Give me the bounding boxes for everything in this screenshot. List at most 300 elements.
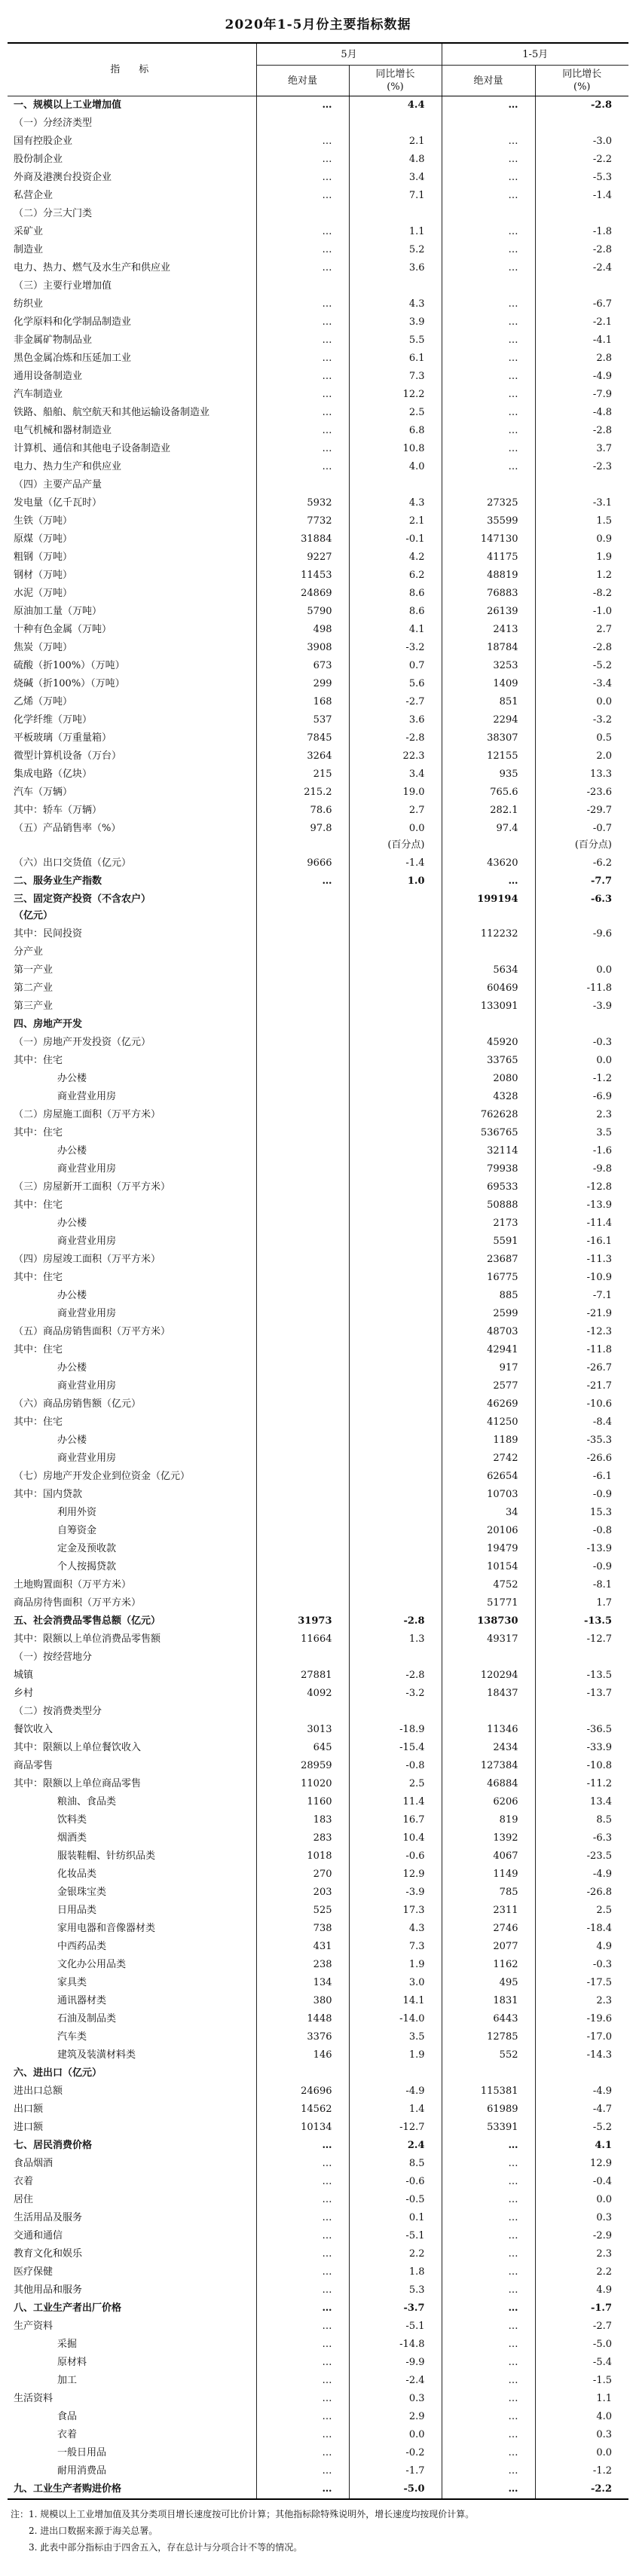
- indicator-label: 办公楼: [57, 1218, 87, 1229]
- cell-value: 79938: [487, 1163, 518, 1175]
- indicator-cell: [8, 567, 256, 585]
- indicator-cell: [8, 1884, 256, 1902]
- indicator-cell: [8, 747, 256, 765]
- indicator-cell: [8, 241, 256, 259]
- ytd-yoy-cell: [535, 1305, 628, 1323]
- cell-value: 1.8: [408, 2266, 425, 2278]
- ytd-yoy-cell: [535, 1450, 628, 1468]
- cell-value: …: [508, 298, 518, 310]
- indicator-cell: [8, 404, 256, 422]
- table-row: [8, 2263, 628, 2281]
- table-row: [8, 1721, 628, 1739]
- indicator-cell: [8, 872, 256, 891]
- indicator-cell: [8, 2426, 256, 2444]
- may-yoy-cell: [349, 1703, 442, 1721]
- may-yoy-cell: [349, 133, 442, 151]
- ytd-value-cell: [442, 1106, 535, 1124]
- cell-value: -18.4: [586, 1923, 612, 1934]
- cell-value: 2311: [493, 1905, 518, 1916]
- cell-value: …: [508, 2284, 518, 2296]
- cell-value: 76883: [487, 588, 518, 599]
- indicator-cell: [8, 1649, 256, 1667]
- indicator-cell: [8, 2028, 256, 2046]
- indicator-cell: [8, 1468, 256, 1486]
- ytd-value-cell: [442, 1413, 535, 1432]
- table-row: [8, 1630, 628, 1649]
- ytd-value-cell: [442, 1160, 535, 1178]
- may-value-cell: [256, 1956, 349, 1974]
- cell-value: 5.3: [408, 2284, 425, 2296]
- ytd-yoy-cell: [535, 729, 628, 747]
- ytd-value-cell: [442, 585, 535, 603]
- cell-value: 0.3: [596, 2212, 612, 2223]
- ytd-yoy-cell: [535, 386, 628, 404]
- cell-value: …: [508, 172, 518, 183]
- indicator-label: 建筑及装潢材料类: [57, 2049, 136, 2061]
- cell-value: 2294: [493, 714, 518, 726]
- may-value-cell: [256, 1992, 349, 2010]
- indicator-cell: [8, 1685, 256, 1703]
- cell-value: -2.7: [405, 696, 425, 707]
- indicator-cell: [8, 1323, 256, 1341]
- may-yoy-cell: [349, 2227, 442, 2245]
- ytd-value-cell: [442, 187, 535, 205]
- cell-value: …: [508, 2266, 518, 2278]
- may-yoy-cell: [349, 1468, 442, 1486]
- may-value-cell: [256, 784, 349, 802]
- may-yoy-cell: [349, 1793, 442, 1811]
- cell-value: -2.4: [405, 2375, 425, 2386]
- may-yoy-cell: [349, 1938, 442, 1956]
- may-yoy-cell: [349, 458, 442, 476]
- may-yoy-cell: [349, 1196, 442, 1215]
- may-value-cell: [256, 133, 349, 151]
- cell-value: 762628: [480, 1109, 518, 1120]
- indicator-table: [8, 42, 628, 2500]
- ytd-value-cell: [442, 711, 535, 729]
- group-row: [8, 1395, 628, 1413]
- cell-value: -9.6: [592, 928, 612, 940]
- ytd-value-cell: [442, 1775, 535, 1793]
- ytd-value-cell: [442, 1450, 535, 1468]
- ytd-value-cell: [442, 820, 535, 854]
- indicator-cell: [8, 1124, 256, 1142]
- indicator-cell: [8, 350, 256, 368]
- ytd-value-cell: [442, 2155, 535, 2173]
- indicator-cell: [8, 1829, 256, 1847]
- ytd-yoy-cell: [535, 1721, 628, 1739]
- cell-value: -0.5: [405, 2194, 425, 2205]
- cell-value: -4.9: [592, 2086, 612, 2097]
- cell-value: 673: [313, 660, 332, 671]
- cell-value: 238: [313, 1959, 332, 1970]
- indicator-cell: [8, 1052, 256, 1070]
- indicator-cell: [8, 1305, 256, 1323]
- table-row: [8, 2046, 628, 2064]
- may-value-cell: [256, 1106, 349, 1124]
- ytd-yoy-cell: [535, 2137, 628, 2155]
- may-value-cell: [256, 2209, 349, 2227]
- indicator-cell: [8, 96, 256, 115]
- may-yoy-cell: [349, 1215, 442, 1233]
- cell-value: -8.1: [592, 1579, 612, 1591]
- ytd-yoy-cell: [535, 657, 628, 675]
- cell-value: …: [322, 298, 332, 310]
- cell-value: -3.4: [592, 678, 612, 689]
- may-yoy-cell: [349, 205, 442, 223]
- indicator-cell: [8, 440, 256, 458]
- ytd-value-cell: [442, 1305, 535, 1323]
- cell-value: 2.1: [408, 515, 425, 527]
- may-value-cell: [256, 1196, 349, 1215]
- cell-value: -0.8: [405, 1760, 425, 1771]
- indicator-cell: [8, 2010, 256, 2028]
- cell-value: 2.2: [596, 2266, 612, 2278]
- cell-value: …: [508, 99, 518, 111]
- ytd-yoy-cell: [535, 169, 628, 187]
- indicator-cell: [8, 925, 256, 943]
- cell-value: 1448: [307, 2013, 332, 2024]
- cell-value: -0.3: [592, 1959, 612, 1970]
- ytd-yoy-cell: [535, 1052, 628, 1070]
- yoy-unit: (%): [387, 81, 404, 93]
- indicator-label: 家用电器和音像器材类: [57, 1923, 156, 1934]
- cell-value: 3253: [493, 660, 518, 671]
- cell-value: 1.1: [596, 2393, 612, 2404]
- may-value-cell: [256, 2462, 349, 2480]
- table-row: [8, 2281, 628, 2299]
- table-row: [8, 1902, 628, 1920]
- may-yoy-cell: [349, 1829, 442, 1847]
- table-row: [8, 2444, 628, 2462]
- cell-value: -3.9: [405, 1887, 425, 1898]
- cell-value: -7.9: [592, 389, 612, 400]
- ytd-yoy-cell: [535, 1938, 628, 1956]
- may-value-cell: [256, 1413, 349, 1432]
- ytd-value-cell: [442, 1739, 535, 1757]
- may-yoy-cell: [349, 169, 442, 187]
- table-row: [8, 2119, 628, 2137]
- indicator-label: 平板玻璃（万重量箱）: [14, 732, 112, 744]
- table-row: [8, 802, 628, 820]
- may-yoy-cell: [349, 2299, 442, 2318]
- indicator-cell: [8, 1142, 256, 1160]
- cell-value: 6.8: [408, 425, 425, 436]
- cell-value: 1.3: [408, 1633, 425, 1645]
- indicator-label: 六、进出口（亿元）: [14, 2067, 102, 2079]
- ytd-yoy-cell: [535, 621, 628, 639]
- ytd-yoy-cell: [535, 1540, 628, 1558]
- may-value-cell: [256, 1721, 349, 1739]
- table-row: [8, 133, 628, 151]
- may-yoy-cell: [349, 1323, 442, 1341]
- indicator-label: 文化办公用品类: [57, 1959, 127, 1970]
- cell-value: 4328: [493, 1091, 518, 1102]
- indicator-label: 原油加工量（万吨）: [14, 606, 102, 617]
- cell-value: …: [508, 335, 518, 346]
- ytd-value-cell: [442, 1251, 535, 1269]
- indicator-cell: [8, 639, 256, 657]
- cell-value: 2599: [493, 1308, 518, 1319]
- cell-value: -2.8: [403, 1615, 425, 1627]
- indicator-label: 化学原料和化学制品制造业: [14, 316, 132, 328]
- cell-value: …: [508, 154, 518, 165]
- indicator-cell: [8, 820, 256, 854]
- ytd-header: 1-5月: [442, 43, 628, 66]
- indicator-label: 采掘: [57, 2339, 78, 2350]
- ytd-value-cell: [442, 2426, 535, 2444]
- may-yoy-cell: [349, 2263, 442, 2281]
- indicator-cell: [8, 2173, 256, 2191]
- cell-value: 2.7: [408, 805, 425, 816]
- cell-value: -2.8: [592, 425, 612, 436]
- cell-value: 0.0: [596, 2194, 612, 2205]
- may-value-cell: [256, 1160, 349, 1178]
- cell-value: 1.5: [596, 515, 612, 527]
- cell-value: 11664: [301, 1633, 332, 1645]
- may-value-cell: [256, 1377, 349, 1395]
- indicator-label: （四）主要产品产量: [14, 479, 102, 490]
- cell-value: -13.5: [583, 1615, 612, 1627]
- indicator-label: 通用设备制造业: [14, 371, 83, 382]
- ytd-value-cell: [442, 1052, 535, 1070]
- ytd-yoy-cell: [535, 1649, 628, 1667]
- ytd-value-cell: [442, 2173, 535, 2191]
- ytd-yoy-cell: [535, 1124, 628, 1142]
- ytd-yoy-cell: [535, 259, 628, 277]
- ytd-value-cell: [442, 422, 535, 440]
- may-value-cell: [256, 1395, 349, 1413]
- may-yoy-cell: [349, 1251, 442, 1269]
- indicator-label: 教育文化和娱乐: [14, 2248, 83, 2260]
- indicator-cell: [8, 512, 256, 530]
- indicator-cell: [8, 1287, 256, 1305]
- may-yoy-cell: [349, 1811, 442, 1829]
- ytd-value-cell: [442, 1233, 535, 1251]
- may-yoy-cell: [349, 1757, 442, 1775]
- cell-value: -12.8: [586, 1181, 612, 1193]
- indicator-label: 定金及预收款: [57, 1543, 117, 1554]
- cell-value: -2.7: [592, 2321, 612, 2332]
- indicator-cell: [8, 2064, 256, 2082]
- may-yoy-cell: [349, 350, 442, 368]
- ytd-yoy-cell: [535, 784, 628, 802]
- may-value-cell: [256, 1811, 349, 1829]
- cell-value: -2.9: [592, 2230, 612, 2241]
- cell-value: -5.0: [403, 2483, 425, 2495]
- ytd-yoy-cell: [535, 872, 628, 891]
- cell-value: -1.7: [590, 2303, 612, 2314]
- ytd-yoy-cell: [535, 2372, 628, 2390]
- cell-value: 60469: [487, 982, 518, 994]
- indicator-cell: [8, 115, 256, 133]
- indicator-cell: [8, 675, 256, 693]
- indicator-cell: [8, 2354, 256, 2372]
- cell-value: 0.1: [408, 2212, 425, 2223]
- cell-value: 1189: [493, 1435, 518, 1446]
- cell-value: -4.9: [592, 371, 612, 382]
- cell-value: …: [322, 2303, 332, 2314]
- may-value-cell: [256, 458, 349, 476]
- table-row: [8, 2354, 628, 2372]
- indicator-cell: [8, 1413, 256, 1432]
- may-value-cell: [256, 1142, 349, 1160]
- ytd-yoy-cell: [535, 1811, 628, 1829]
- indicator-cell: [8, 1070, 256, 1088]
- may-yoy-cell: [349, 675, 442, 693]
- ytd-yoy-cell: [535, 1432, 628, 1450]
- cell-value: 4.1: [595, 2140, 612, 2151]
- ytd-yoy-cell: [535, 891, 628, 925]
- may-yoy-cell: [349, 765, 442, 784]
- cell-value: -33.9: [586, 1742, 612, 1753]
- may-value-cell: [256, 872, 349, 891]
- cell-value: 10154: [487, 1561, 518, 1572]
- indicator-cell: [8, 854, 256, 872]
- indicator-cell: [8, 1612, 256, 1630]
- ytd-value-cell: [442, 2354, 535, 2372]
- may-yoy-cell: [349, 657, 442, 675]
- cell-value: -23.6: [586, 787, 612, 798]
- ytd-yoy-cell: [535, 1992, 628, 2010]
- cell-value: 10.8: [402, 443, 425, 454]
- table-row: [8, 1829, 628, 1847]
- ytd-value-cell: [442, 350, 535, 368]
- may-value-cell: [256, 169, 349, 187]
- indicator-label: 交通和通信: [14, 2230, 63, 2241]
- indicator-label: 家具类: [57, 1977, 87, 1988]
- cell-value: 5634: [493, 964, 518, 976]
- may-yoy-cell: [349, 1974, 442, 1992]
- indicator-cell: [8, 765, 256, 784]
- indicator-label: 化学纤维（万吨）: [14, 714, 93, 726]
- may-yoy-cell: [349, 1124, 442, 1142]
- cell-value: …: [508, 2140, 518, 2151]
- ytd-value-cell: [442, 1034, 535, 1052]
- ytd-value-cell: [442, 567, 535, 585]
- may-value-cell: [256, 1793, 349, 1811]
- indicator-label: 石油及制品类: [57, 2013, 117, 2024]
- indicator-label: 其中：国内贷款: [14, 1489, 83, 1500]
- may-yoy-cell: [349, 1956, 442, 1974]
- cell-value: …: [322, 2158, 332, 2169]
- cell-value: 5.2: [408, 244, 425, 255]
- may-value-cell: [256, 1775, 349, 1793]
- cell-value: 0.0: [408, 823, 425, 834]
- table-row: [8, 639, 628, 657]
- ytd-value-cell: [442, 2281, 535, 2299]
- cell-value: 299: [313, 678, 332, 689]
- ytd-value-cell: [442, 1468, 535, 1486]
- cell-value: …: [508, 2429, 518, 2440]
- ytd-yoy-cell: [535, 1685, 628, 1703]
- table-row: [8, 241, 628, 259]
- may-yoy-cell: [349, 1576, 442, 1594]
- ytd-yoy-cell: [535, 567, 628, 585]
- may-value-cell: [256, 1685, 349, 1703]
- ytd-value-cell: [442, 1124, 535, 1142]
- cell-value: 133091: [480, 1001, 518, 1012]
- indicator-label: （七）房地产开发企业到位资金（亿元）: [14, 1471, 191, 1482]
- indicator-label: 办公楼: [57, 1073, 87, 1084]
- ytd-value-cell: [442, 1323, 535, 1341]
- may-value-cell: [256, 2191, 349, 2209]
- ytd-value-cell: [442, 386, 535, 404]
- indicator-cell: [8, 1974, 256, 1992]
- may-yoy-cell: [349, 2336, 442, 2354]
- may-value-cell: [256, 1558, 349, 1576]
- may-value-cell: [256, 386, 349, 404]
- may-value-cell: [256, 1884, 349, 1902]
- cell-value: 1.9: [408, 2049, 425, 2061]
- indicator-label: 其他用品和服务: [14, 2284, 83, 2296]
- indicator-cell: [8, 151, 256, 169]
- indicator-label: 商业营业用房: [57, 1091, 117, 1102]
- may-yoy-cell: [349, 1413, 442, 1432]
- may-value-cell: [256, 961, 349, 979]
- cell-value: -2.1: [592, 316, 612, 328]
- cell-value: -0.9: [592, 1561, 612, 1572]
- page-title: 2020年1-5月份主要指标数据: [225, 17, 411, 32]
- indicator-cell: [8, 1775, 256, 1793]
- indicator-label: 黑色金属冶炼和压延加工业: [14, 353, 132, 364]
- table-row: [8, 549, 628, 567]
- may-yoy-cell: [349, 2390, 442, 2408]
- table-row: [8, 585, 628, 603]
- ytd-value-cell: [442, 368, 535, 386]
- may-value-cell: [256, 2082, 349, 2101]
- cell-value: 41250: [487, 1416, 518, 1428]
- cell-value: 2077: [493, 1941, 518, 1952]
- may-value-cell: [256, 657, 349, 675]
- indicator-label: 汽车类: [57, 2031, 87, 2043]
- may-yoy-cell: [349, 1305, 442, 1323]
- may-value-cell: [256, 2444, 349, 2462]
- cell-value: 51771: [487, 1597, 518, 1609]
- table-row: [8, 2372, 628, 2390]
- table-row: [8, 1576, 628, 1594]
- cell-value: 134: [313, 1977, 332, 1988]
- ytd-value-cell: [442, 1269, 535, 1287]
- indicator-cell: [8, 332, 256, 350]
- indicator-cell: [8, 2101, 256, 2119]
- cell-value: 3.9: [408, 316, 425, 328]
- ytd-yoy-cell: [535, 675, 628, 693]
- cell-value: 6443: [493, 2013, 518, 2024]
- indicator-label: 中西药品类: [57, 1941, 107, 1952]
- table-row: [8, 1305, 628, 1323]
- ytd-value-cell: [442, 2209, 535, 2227]
- ytd-value-cell: [442, 205, 535, 223]
- may-value-cell: [256, 1576, 349, 1594]
- may-yoy-cell: [349, 961, 442, 979]
- may-value-cell: [256, 1468, 349, 1486]
- ytd-yoy-cell: [535, 979, 628, 998]
- ytd-value-cell: [442, 1522, 535, 1540]
- indicator-cell: [8, 1233, 256, 1251]
- table-row: [8, 2336, 628, 2354]
- cell-value: 12.9: [590, 2158, 612, 2169]
- may-value-cell: [256, 820, 349, 854]
- cell-value: …: [508, 190, 518, 201]
- ytd-yoy-cell: [535, 1504, 628, 1522]
- may-value-cell: [256, 1251, 349, 1269]
- group-row: [8, 820, 628, 854]
- table-row: [8, 2028, 628, 2046]
- cell-value: -6.2: [592, 857, 612, 869]
- table-row: [8, 747, 628, 765]
- may-yoy-cell: [349, 1630, 442, 1649]
